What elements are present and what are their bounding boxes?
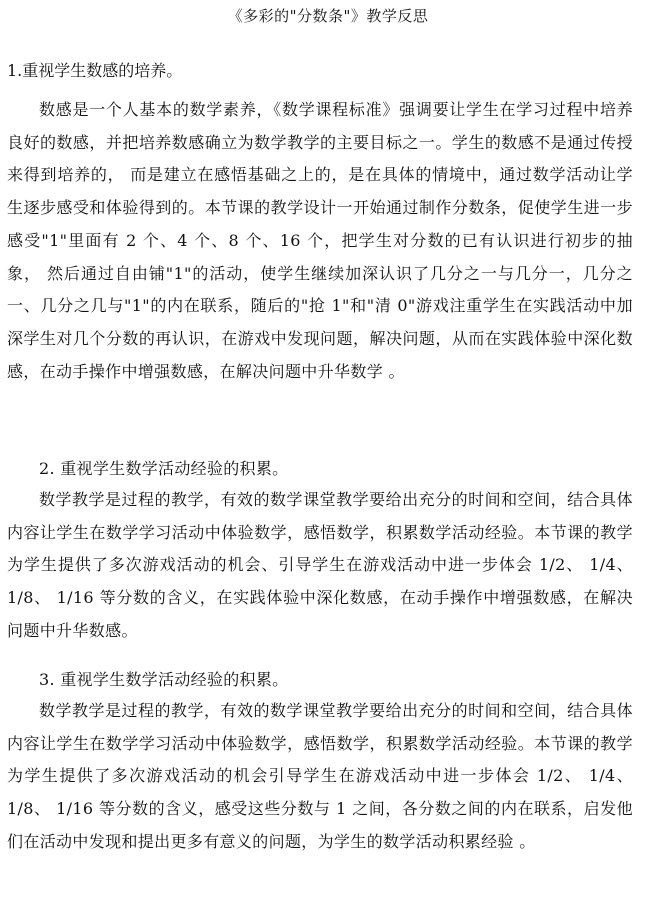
section-1-paragraph: 数感是一个人基本的数学素养，《数学课程标准》强调要让学生在学习过程中培养良好的数感，并把培养数感确立为数学教学的主要目标之一。学生的数感不是通过传授来得到培养的， 而是建立在感悟基础之上的，是在具体的情境中，通过数学活动让学生逐步感受和体验得到的。本节课的教学设计一开始通过制作分数条，促使学生进一步感受"1"里面有 2 个、4 个、8 个、16 个，把学生对分数的已有认识进行初步的抽象， 然后通过自由铺"1"的活动，使学生继续加深认识了几分之一与几分一，几分之一、几分之几与"1"的内在联系，随后的"抢 1"和"清 0"游戏注重学生在实践活动中加深学生对几个分数的再认识，在游戏中发现问题，解决问题，从而在实践体验中深化数感，在动手操作中增强数感，在解决问题中升华数学 。 [7, 100, 633, 381]
section-1-heading: 1.重视学生数感的培养。 [7, 61, 183, 80]
section-3-paragraph: 数学教学是过程的教学，有效的数学课堂教学要给出充分的时间和空间，结合具体内容让学生在数学学习活动中体验数学，感悟数学，积累数学活动经验。本节课的教学为学生提供了多次游戏活动的机会引导学生在游戏活动中进一步体会 1/2、 1/4、1/8、 1/16 等分数的含义，感受这些分数与 1 之间，各分数之间的内在联系，启发他们在活动中发现和提出更多有意义的问题，为学生的数学活动积累经验 。 [7, 701, 633, 851]
section-2-paragraph: 数学教学是过程的教学，有效的数学课堂教学要给出充分的时间和空间，结合具体内容让学生在数学学习活动中体验数学，感悟数学，积累数学活动经验。本节课的教学为学生提供了多次游戏活动的机会、引导学生在游戏活动中进一步体会 1/2、 1/4、1/8、 1/16 等分数的含义，在实践体验中深化数感，在动手操作中增强数感，在解决问题中升华数感。 [7, 490, 633, 640]
section-2-heading: 2. 重视学生数学活动经验的积累。 [39, 459, 289, 478]
document-title: 《多彩的"分数条"》教学反思 [227, 7, 429, 25]
section-3-heading: 3. 重视学生数学活动经验的积累。 [39, 670, 289, 689]
